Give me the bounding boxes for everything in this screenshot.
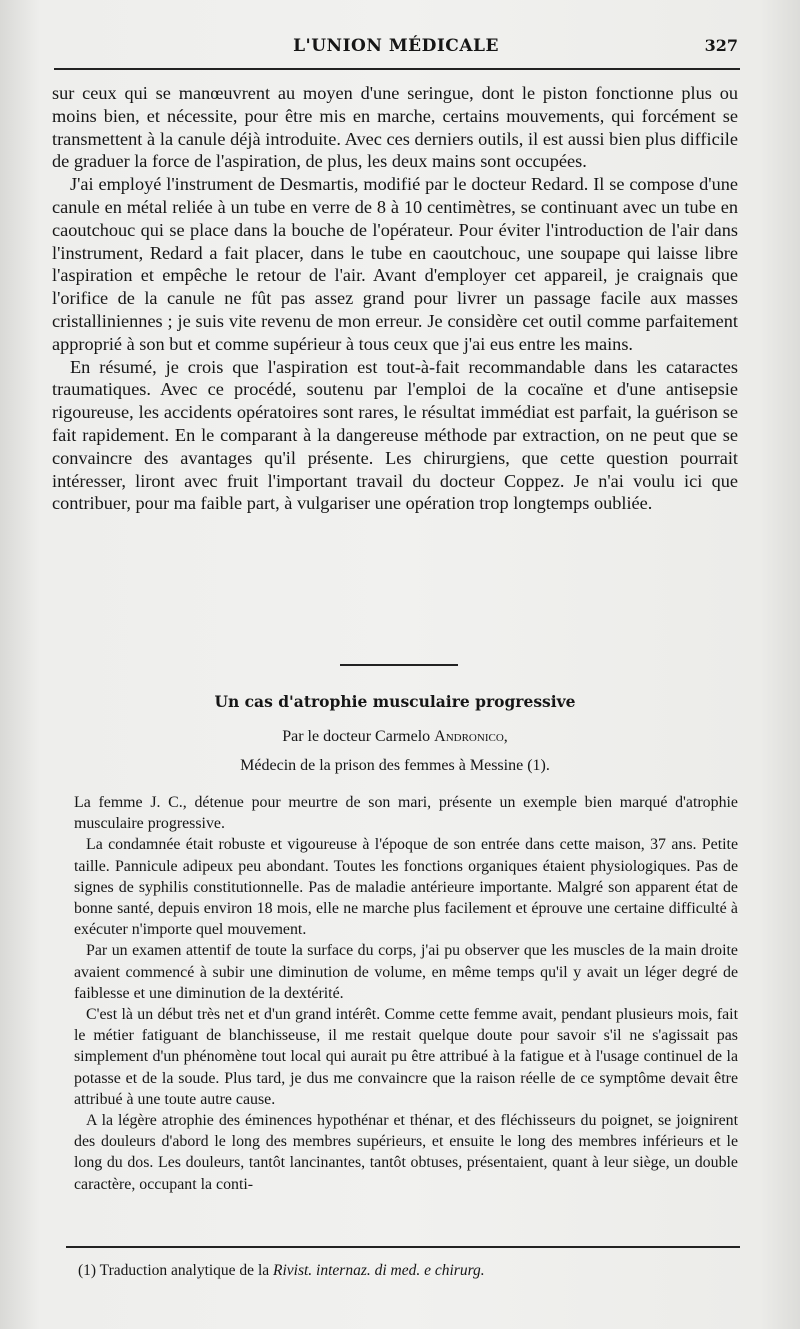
page-header: [54, 36, 738, 66]
article-continuation: [52, 82, 738, 515]
byline: [52, 728, 738, 746]
section-divider: [340, 664, 458, 666]
footnote-rule: [66, 1246, 740, 1248]
paragraph: C'est là un début très net et d'un grand intérêt. Comme cette femme avait, pendant plusieurs mois, fait le métier fatiguant de blanchisseuse, il me restait quelque doute pour savoir s'il ne s'agissait pas simplement d'un phénomène tout local qui aurait pu être attribué à la fatigue et à l'usage continuel de la potasse et de la soude. Plus tard, je dus me convaincre que la raison réelle de ce symptôme devait être attribué à une toute autre cause.: [74, 1006, 738, 1108]
page-number: 327: [704, 36, 738, 55]
author-name: Andronico,: [434, 728, 508, 745]
author-affiliation: Médecin de la prison des femmes à Messine (1).: [240, 757, 550, 774]
paragraph: La condamnée était robuste et vigoureuse à l'époque de son entrée dans cette maison, 37 ans. Petite taille. Pannicule adipeux peu abondant. Toutes les fonctions organiques étaient physiologiques. Pas de signes de syphilis constitutionnelle. Pas de maladie antérieure importante. Malgré son apparent état de bonne santé, depuis environ 18 mois, elle ne marche plus facilement et éprouve une certaine difficulté à exécuter n'importe quel mouvement.: [74, 836, 738, 939]
paragraph: En résumé, je crois que l'aspiration est tout-à-fait recommandable dans les cataractes traumatiques. Avec ce procédé, soutenu par l'emploi de la cocaïne et d'une antisepsie rigoureuse, les accidents opératoires sont rares, le résultat immédiat est parfait, la guérison se fait rapidement. En le comparant à la dangereuse méthode par extraction, on ne peut que se convaincre des avantages qu'il présente. Les chirurgiens, que cette question pourrait intéresser, liront avec fruit l'important travail du docteur Coppez. Je n'ai voulu ici que contribuer, pour ma faible part, à vulgariser une opération trop longtemps oubliée.: [52, 356, 738, 514]
footnote-source: Rivist. internaz. di med. e chirurg.: [273, 1262, 485, 1279]
header-rule: [54, 68, 740, 70]
article-title: Un cas d'atrophie musculaire progressive: [214, 692, 576, 711]
paragraph: La femme J. C., détenue pour meurtre de son mari, présente un exemple bien marqué d'atrophie musculaire progressive.: [74, 794, 738, 833]
case-report: [74, 792, 738, 1195]
running-title: L'UNION MÉDICALE: [293, 36, 499, 56]
paragraph: A la légère atrophie des éminences hypothénar et thénar, et des fléchisseurs du poignet, se joignirent des douleurs d'abord le long des membres supérieurs, et ensuite le long des membres inférieurs et le long du dos. Les douleurs, tantôt lancinantes, tantôt obtuses, présentaient, quant à leur siège, un double caractère, occupant la conti-: [74, 1112, 738, 1193]
paragraph: J'ai employé l'instrument de Desmartis, modifié par le docteur Redard. Il se compose d'une canule en métal reliée à un tube en verre de 8 à 10 centimètres, se continuant avec un tube en caoutchouc qui se place dans la bouche de l'opérateur. Pour éviter l'introduction de l'air dans l'instrument, Redard a fait placer, dans le tube en caoutchouc, une soupape qui laisse libre l'aspiration et empêche le retour de l'air. Avant d'employer cet appareil, je craignais que l'orifice de la canule ne fût pas assez grand pour livrer un passage facile aux masses cristalliniennes ; je suis vite revenu de mon erreur. Je considère cet outil comme parfaitement approprié à son but et comme supérieur à tous ceux que j'ai eus entre les mains.: [52, 174, 738, 354]
footnote-text: (1) Traduction analytique de la: [78, 1262, 273, 1279]
byline-prefix: Par le docteur Carmelo: [282, 728, 435, 745]
paragraph: Par un examen attentif de toute la surface du corps, j'ai pu observer que les muscles de la main droite avaient commencé à subir une diminution de volume, en même temps qu'il y avait un léger degré de faiblesse et une diminution de la dextérité.: [74, 942, 738, 1002]
footnote: [78, 1262, 738, 1280]
paragraph: sur ceux qui se manœuvrent au moyen d'une seringue, dont le piston fonctionne plus ou moins bien, et nécessite, pour être mis en marche, certains mouvements, qui forcément se transmettent à la canule déjà introduite. Avec ces derniers outils, il est aussi bien plus difficile de graduer la force de l'aspiration, de plus, les deux mains sont occupées.: [52, 83, 738, 172]
